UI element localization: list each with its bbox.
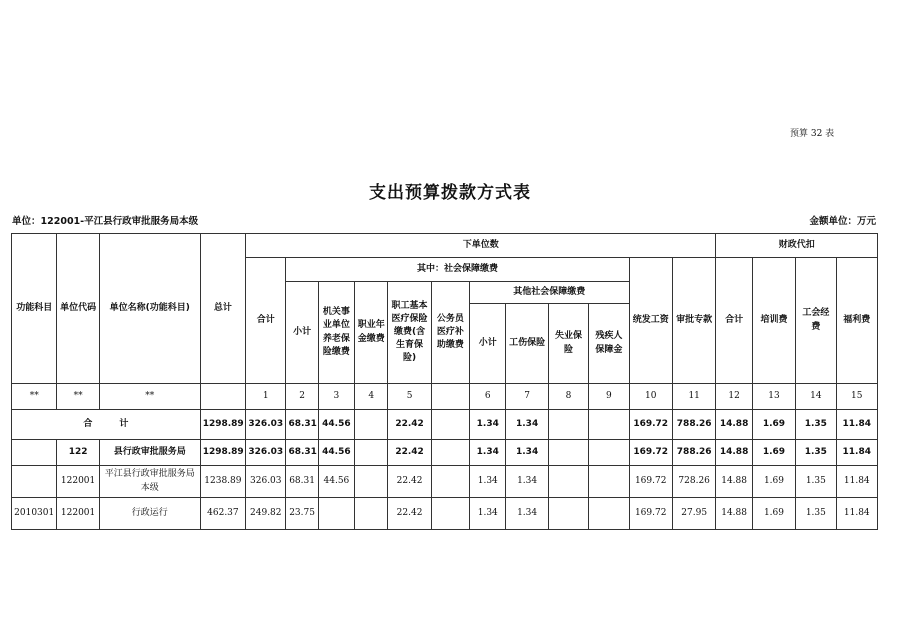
value-cell: [355, 466, 388, 498]
value-cell: 1.34: [470, 410, 506, 440]
index-cell: 3: [318, 384, 354, 410]
header-total: 总计: [200, 234, 245, 384]
value-cell: 27.95: [672, 498, 716, 530]
header-other-small: 小计: [470, 304, 506, 384]
header-fiscal-total: 合计: [716, 258, 752, 384]
value-cell: [355, 440, 388, 466]
value-cell: 11.84: [836, 440, 877, 466]
unit-name-cell: 平江县行政审批服务局本级: [99, 466, 200, 498]
value-cell: 1.35: [796, 466, 836, 498]
value-cell: [589, 440, 629, 466]
value-cell: [431, 410, 469, 440]
index-cell: 6: [470, 384, 506, 410]
value-cell: 68.31: [286, 410, 318, 440]
header-subtotal: 合计: [246, 258, 286, 384]
value-cell: 44.56: [318, 410, 354, 440]
value-cell: 788.26: [672, 440, 716, 466]
total-label: 合 计: [12, 410, 201, 440]
page-title: 支出预算拨款方式表: [369, 183, 531, 203]
value-cell: 23.75: [286, 498, 318, 530]
value-cell: 1.34: [470, 498, 506, 530]
value-cell: [548, 410, 588, 440]
header-training: 培训费: [752, 258, 795, 384]
value-cell: 11.84: [836, 410, 877, 440]
value-cell: 14.88: [716, 466, 752, 498]
value-cell: 1.34: [470, 440, 506, 466]
value-cell: 1.34: [506, 466, 548, 498]
func-code-cell: [12, 440, 57, 466]
header-unit-code: 单位代码: [57, 234, 99, 384]
unit-code-cell: 122001: [57, 498, 99, 530]
table-row-total: [12, 410, 878, 440]
value-cell: 22.42: [388, 466, 431, 498]
index-cell: 8: [548, 384, 588, 410]
value-cell: 22.42: [388, 410, 431, 440]
value-cell: 1.35: [796, 440, 836, 466]
value-cell: 728.26: [672, 466, 716, 498]
value-cell: 462.37: [200, 498, 245, 530]
value-cell: 1.34: [506, 410, 548, 440]
value-cell: 68.31: [286, 440, 318, 466]
value-cell: 1.69: [752, 498, 795, 530]
index-cell: 14: [796, 384, 836, 410]
value-cell: 1.35: [796, 498, 836, 530]
value-cell: [318, 498, 354, 530]
header-union: 工会经费: [796, 258, 836, 384]
header-other-social: 其他社会保障缴费: [470, 282, 629, 304]
header-medical: 职工基本医疗保险缴费(含生育保险): [388, 282, 431, 384]
header-unit-name: 单位名称(功能科目): [99, 234, 200, 384]
index-cell: 11: [672, 384, 716, 410]
value-cell: [548, 498, 588, 530]
value-cell: [548, 440, 588, 466]
unit-name-cell: 行政运行: [99, 498, 200, 530]
unit-code-cell: 122001: [57, 466, 99, 498]
value-cell: 1.69: [752, 440, 795, 466]
value-cell: [355, 410, 388, 440]
index-cell: 10: [629, 384, 672, 410]
index-cell: **: [57, 384, 99, 410]
value-cell: [589, 498, 629, 530]
value-cell: 44.56: [318, 466, 354, 498]
table-row: [12, 440, 878, 466]
value-cell: 169.72: [629, 466, 672, 498]
index-cell: 13: [752, 384, 795, 410]
header-lower-units: 下单位数: [246, 234, 716, 258]
value-cell: [589, 410, 629, 440]
value-cell: 326.03: [246, 466, 286, 498]
value-cell: 1298.89: [200, 410, 245, 440]
value-cell: [589, 466, 629, 498]
unit-name-cell: 县行政审批服务局: [99, 440, 200, 466]
index-cell: 1: [246, 384, 286, 410]
value-cell: 169.72: [629, 498, 672, 530]
value-cell: 14.88: [716, 410, 752, 440]
index-cell: 12: [716, 384, 752, 410]
index-cell: 9: [589, 384, 629, 410]
header-annuity: 职业年金缴费: [355, 282, 388, 384]
value-cell: 1.34: [506, 498, 548, 530]
header-pension: 机关事业单位养老保险缴费: [318, 282, 354, 384]
header-wages: 统发工资: [629, 258, 672, 384]
page-label: 预算 32 表: [790, 129, 835, 139]
header-injury: 工伤保险: [506, 304, 548, 384]
value-cell: 1298.89: [200, 440, 245, 466]
value-cell: 22.42: [388, 440, 431, 466]
value-cell: 788.26: [672, 410, 716, 440]
amount-unit-label: 金额单位：万元: [809, 216, 876, 227]
index-cell: 7: [506, 384, 548, 410]
value-cell: 326.03: [246, 410, 286, 440]
index-cell: [200, 384, 245, 410]
value-cell: 14.88: [716, 498, 752, 530]
value-cell: 1238.89: [200, 466, 245, 498]
value-cell: [431, 440, 469, 466]
value-cell: 1.69: [752, 466, 795, 498]
table-row: [12, 466, 878, 498]
header-disability: 残疾人保障金: [589, 304, 629, 384]
table-body: [12, 384, 878, 530]
value-cell: 169.72: [629, 410, 672, 440]
index-cell: 5: [388, 384, 431, 410]
index-cell: **: [12, 384, 57, 410]
header-welfare: 福利费: [836, 258, 877, 384]
value-cell: 249.82: [246, 498, 286, 530]
value-cell: 14.88: [716, 440, 752, 466]
value-cell: 68.31: [286, 466, 318, 498]
header-small-total: 小计: [286, 282, 318, 384]
table-row: [12, 498, 878, 530]
header-unemployment: 失业保险: [548, 304, 588, 384]
table-header: [12, 234, 878, 384]
func-code-cell: [12, 466, 57, 498]
value-cell: 44.56: [318, 440, 354, 466]
value-cell: [431, 466, 469, 498]
value-cell: [548, 466, 588, 498]
value-cell: 11.84: [836, 466, 877, 498]
value-cell: [431, 498, 469, 530]
index-cell: **: [99, 384, 200, 410]
value-cell: 326.03: [246, 440, 286, 466]
value-cell: 1.34: [470, 466, 506, 498]
unit-code-cell: 122: [57, 440, 99, 466]
value-cell: 11.84: [836, 498, 877, 530]
index-cell: 4: [355, 384, 388, 410]
value-cell: [355, 498, 388, 530]
func-code-cell: 2010301: [12, 498, 57, 530]
index-cell: 2: [286, 384, 318, 410]
value-cell: 22.42: [388, 498, 431, 530]
budget-table: [11, 233, 878, 530]
index-cell: [431, 384, 469, 410]
value-cell: 1.34: [506, 440, 548, 466]
header-special: 审批专款: [672, 258, 716, 384]
table-row-index: [12, 384, 878, 410]
header-civil-medical: 公务员医疗补助缴费: [431, 282, 469, 384]
index-cell: 15: [836, 384, 877, 410]
value-cell: 1.69: [752, 410, 795, 440]
header-of-which-social: 其中：社会保障缴费: [286, 258, 629, 282]
unit-label: 单位：122001-平江县行政审批服务局本级: [12, 216, 199, 227]
header-func-subject: 功能科目: [12, 234, 57, 384]
value-cell: 1.35: [796, 410, 836, 440]
header-fiscal: 财政代扣: [716, 234, 878, 258]
value-cell: 169.72: [629, 440, 672, 466]
